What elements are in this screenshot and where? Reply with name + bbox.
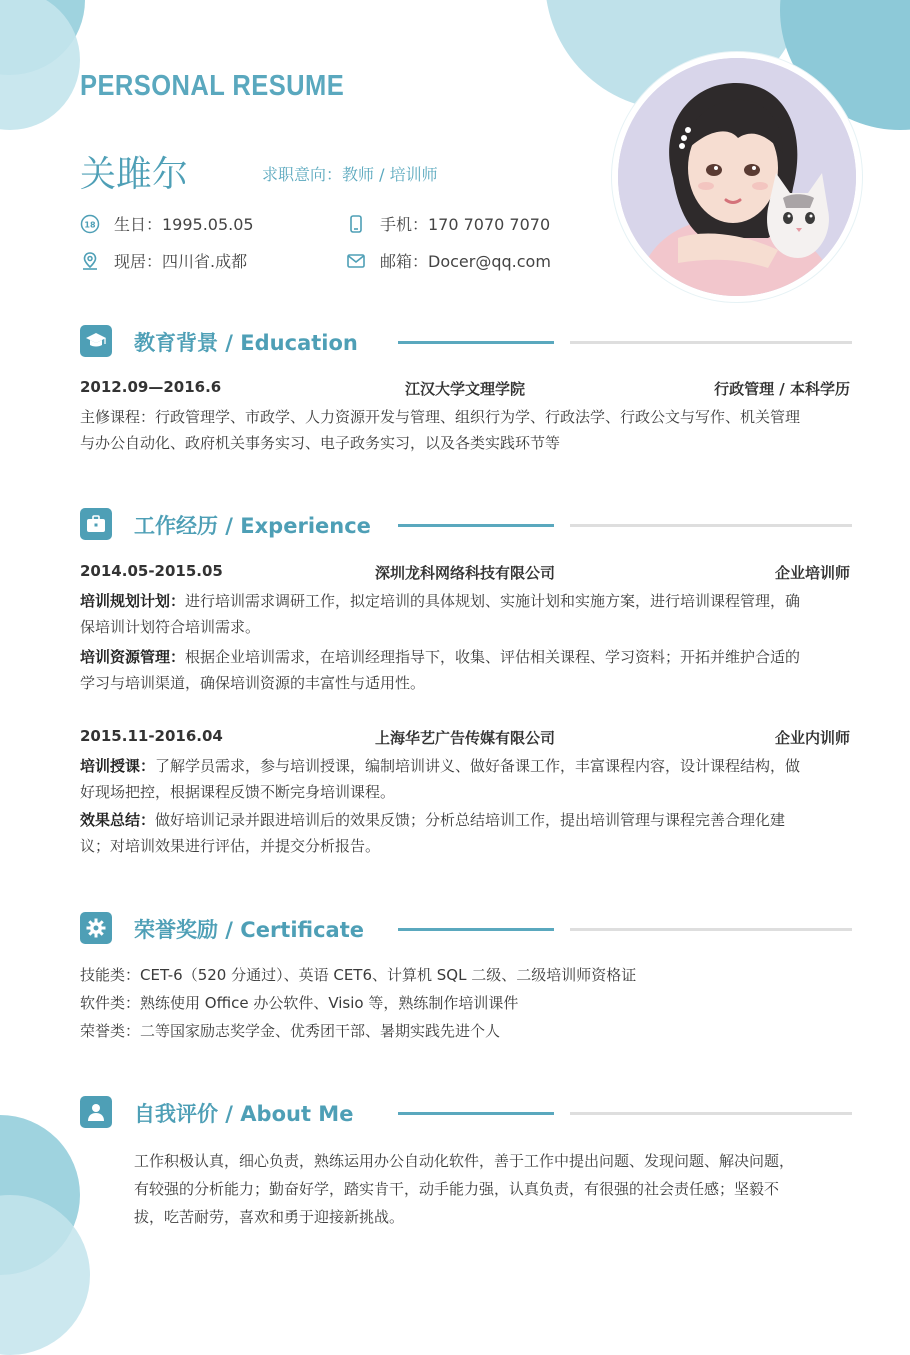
job-date: 2014.05-2015.05 — [80, 562, 223, 580]
edu-major: 行政管理 / 本科学历 — [714, 380, 850, 398]
mail-icon — [346, 251, 366, 271]
job-duty-cont: 学习与培训渠道，确保培训资源的丰富性与适用性。 — [80, 674, 426, 692]
education-row — [80, 378, 850, 400]
certificate-line: 技能类：CET-6（520 分通过）、英语 CET6、计算机 SQL 二级、二级培训师资格证 — [80, 966, 637, 984]
age-icon — [80, 214, 100, 234]
divider — [398, 928, 554, 931]
phone-text: 手机：170 7070 7070 — [380, 215, 551, 234]
phone-info — [346, 212, 550, 235]
job-role: 企业培训师 — [774, 564, 850, 582]
divider — [570, 341, 852, 344]
edu-courses-line: 与办公自动化、政府机关事务实习、电子政务实习，以及各类实践环节等 — [80, 434, 561, 452]
section-education-header — [80, 325, 852, 359]
job-row — [80, 727, 850, 749]
job-duty: 效果总结：做好培训记录并跟进培训后的效果反馈；分析总结培训工作，提出培训管理与课程完善合理化建 — [80, 811, 786, 829]
gear-icon — [80, 912, 112, 944]
job-row — [80, 562, 850, 584]
page-title: PERSONAL RESUME — [80, 70, 345, 102]
graduation-cap-icon — [80, 325, 112, 357]
edu-date: 2012.09—2016.6 — [80, 378, 222, 396]
section-experience-header — [80, 508, 852, 542]
briefcase-icon — [80, 508, 112, 540]
job-date: 2015.11-2016.04 — [80, 727, 223, 745]
residence-info — [80, 249, 247, 272]
section-title: 荣誉奖励 / Certificate — [134, 918, 365, 942]
section-title: 工作经历 / Experience — [134, 514, 371, 538]
birthday-text: 生日：1995.05.05 — [114, 215, 254, 234]
email-info — [346, 249, 551, 272]
divider — [398, 341, 554, 344]
avatar — [612, 52, 862, 302]
divider — [398, 524, 554, 527]
location-icon — [80, 251, 100, 271]
edu-school: 江汉大学文理学院 — [404, 380, 525, 398]
candidate-name: 关雎尔 — [80, 154, 189, 195]
divider — [570, 524, 852, 527]
section-about-header — [80, 1096, 852, 1130]
section-certificate-header — [80, 912, 852, 946]
edu-courses-line: 主修课程：行政管理学、市政学、人力资源开发与管理、组织行为学、行政法学、行政公文与写作、机关管理 — [80, 408, 801, 426]
job-intent: 求职意向：教师 / 培训师 — [262, 165, 438, 184]
email-text: 邮箱：Docer@qq.com — [380, 252, 551, 271]
section-title: 自我评价 / About Me — [134, 1102, 354, 1126]
divider — [570, 928, 852, 931]
divider — [570, 1112, 852, 1115]
age-badge-text: 18 — [84, 220, 96, 229]
job-duty: 培训资源管理：根据企业培训需求，在培训经理指导下，收集、评估相关课程、学习资料；开拓并维护合适的 — [80, 648, 801, 666]
certificate-line: 荣誉类：二等国家励志奖学金、优秀团干部、暑期实践先进个人 — [80, 1022, 501, 1040]
divider — [398, 1112, 554, 1115]
job-duty: 培训规划计划：进行培训需求调研工作，拟定培训的具体规划、实施计划和实施方案，进行培训课程管理，确 — [80, 592, 801, 610]
decor-circle — [0, 1195, 90, 1355]
user-icon — [80, 1096, 112, 1128]
residence-text: 现居：四川省.成都 — [114, 252, 248, 271]
about-line: 拔，吃苦耐劳，喜欢和勇于迎接新挑战。 — [134, 1208, 405, 1226]
job-duty: 培训授课：了解学员需求，参与培训授课，编制培训讲义、做好备课工作，丰富课程内容，设计课程结构，做 — [80, 757, 801, 775]
job-company: 深圳龙科网络科技有限公司 — [374, 564, 555, 582]
birthday-info — [80, 212, 254, 235]
job-company: 上海华艺广告传媒有限公司 — [374, 729, 555, 747]
about-line: 工作积极认真，细心负责，熟练运用办公自动化软件，善于工作中提出问题、发现问题、解决问题， — [134, 1152, 795, 1170]
job-duty-cont: 议；对培训效果进行评估，并提交分析报告。 — [80, 837, 381, 855]
certificate-line: 软件类：熟练使用 Office 办公软件、Visio 等，熟练制作培训课件 — [80, 994, 519, 1012]
phone-icon — [346, 214, 366, 234]
job-duty-cont: 好现场把控，根据课程反馈不断完身培训课程。 — [80, 783, 396, 801]
job-duty-cont: 保培训计划符合培训需求。 — [80, 618, 261, 636]
section-title: 教育背景 / Education — [134, 331, 358, 355]
about-line: 有较强的分析能力；勤奋好学，踏实肯干，动手能力强，认真负责，有很强的社会责任感；坚毅不 — [134, 1180, 780, 1198]
job-role: 企业内训师 — [774, 729, 850, 747]
